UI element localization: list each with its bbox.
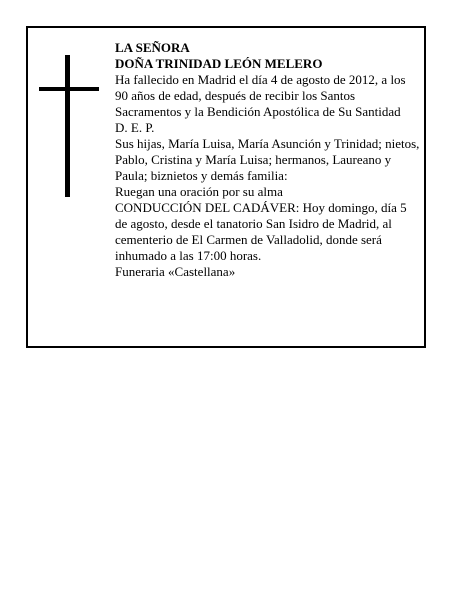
- death-paragraph: Ha fallecido en Madrid el día 4 de agosto de 2012, a los 90 años de edad, después de recibir los Santos Sacramentos y la Bendición Apostólica de Su Santidad: [115, 72, 406, 119]
- deceased-name: DOÑA TRINIDAD LEÓN MELERO: [115, 56, 323, 71]
- rip-line: D. E. P.: [115, 120, 155, 135]
- title-line-1: LA SEÑORA: [115, 40, 190, 55]
- cross-horizontal-bar: [39, 87, 99, 91]
- cross-vertical-bar: [65, 55, 70, 197]
- family-paragraph: Sus hijas, María Luisa, María Asunción y Trinidad; nietos, Pablo, Cristina y María Luisa; hermanos, Laureano y Paula; biznietos y demás familia:: [115, 136, 420, 183]
- funeral-home-line: Funeraria «Castellana»: [115, 264, 236, 279]
- cross-icon: [39, 55, 99, 197]
- conduction-paragraph: CONDUCCIÓN DEL CADÁVER: Hoy domingo, día 5 de agosto, desde el tanatorio San Isidro de Madrid, al cementerio de El Carmen de Valladolid, donde será inhumado a las 17:00 horas.: [115, 200, 407, 263]
- obituary-notice-box: [26, 26, 426, 348]
- obituary-text: [115, 40, 421, 280]
- prayer-line: Ruegan una oración por su alma: [115, 184, 283, 199]
